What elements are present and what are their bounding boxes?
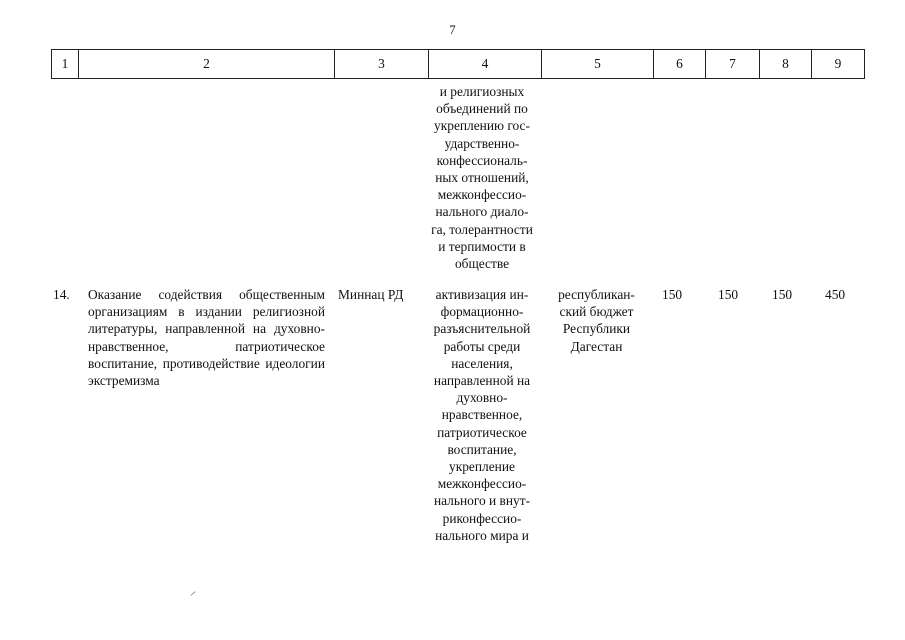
header-row bbox=[52, 50, 865, 79]
funding-source bbox=[541, 286, 652, 355]
header-col-5: 5 bbox=[542, 50, 654, 79]
text-line: ударственно- bbox=[444, 135, 520, 151]
continuation-col4 bbox=[425, 83, 539, 272]
amount-col6: 150 bbox=[662, 287, 683, 302]
text-line: межконфессио- bbox=[437, 476, 527, 492]
text-line: нального и внут- bbox=[433, 493, 531, 509]
scan-speck bbox=[190, 591, 195, 596]
text-line: духовно- bbox=[456, 390, 508, 406]
text-line: республикан- bbox=[558, 287, 635, 302]
expected-result bbox=[425, 286, 539, 544]
text-line: межконфессио- bbox=[437, 187, 527, 203]
text-line: укреплению гос- bbox=[434, 118, 530, 134]
text-line: ных отношений, bbox=[435, 170, 529, 186]
amount-col9: 450 bbox=[825, 287, 846, 302]
header-col-3: 3 bbox=[335, 50, 429, 79]
column-header-table bbox=[51, 49, 865, 79]
text-line: и терпимости в bbox=[438, 238, 526, 254]
header-col-1: 1 bbox=[52, 50, 79, 79]
text-line: населения, bbox=[451, 355, 513, 371]
header-col-6: 6 bbox=[654, 50, 706, 79]
header-col-7: 7 bbox=[706, 50, 760, 79]
text-line: нального мира и bbox=[435, 527, 529, 543]
executor: Миннац РД bbox=[338, 287, 404, 302]
header-col-2: 2 bbox=[79, 50, 335, 79]
text-line: объединений по bbox=[436, 101, 528, 117]
text-line: обществе bbox=[454, 256, 510, 272]
text-line: воспитание, bbox=[447, 441, 517, 457]
amount-col7: 150 bbox=[718, 287, 739, 302]
row-number: 14. bbox=[53, 287, 70, 302]
amount-col8: 150 bbox=[772, 287, 793, 302]
text-line: патриотическое bbox=[437, 424, 527, 440]
text-line: конфессиональ- bbox=[436, 152, 528, 168]
measure-description: Оказание содействия общественным организациям в издании религиозной литературы, направленной на духовно-нравственное, патриотическое воспитание, противодействие идеологии экстремизма bbox=[88, 287, 325, 389]
text-line: ский бюджет bbox=[559, 304, 634, 320]
text-line: га, толерантности bbox=[431, 221, 533, 237]
text-line: укрепление bbox=[449, 459, 515, 475]
page-number: 7 bbox=[449, 23, 456, 37]
text-line: риконфессио- bbox=[442, 510, 522, 526]
text-line: направленной на bbox=[433, 373, 531, 389]
text-line: нального диало- bbox=[435, 204, 529, 220]
header-col-8: 8 bbox=[760, 50, 812, 79]
text-line: активизация ин- bbox=[435, 287, 529, 302]
header-col-4: 4 bbox=[429, 50, 542, 79]
text-line: формационно- bbox=[440, 304, 524, 320]
text-line: нравственное, bbox=[441, 407, 523, 423]
text-line: работы среди bbox=[443, 338, 521, 354]
header-col-9: 9 bbox=[812, 50, 865, 79]
text-line: и религиозных bbox=[439, 84, 525, 99]
text-line: Дагестан bbox=[570, 338, 623, 354]
text-line: Республики bbox=[562, 321, 631, 337]
text-line: разъяснительной bbox=[433, 321, 531, 337]
